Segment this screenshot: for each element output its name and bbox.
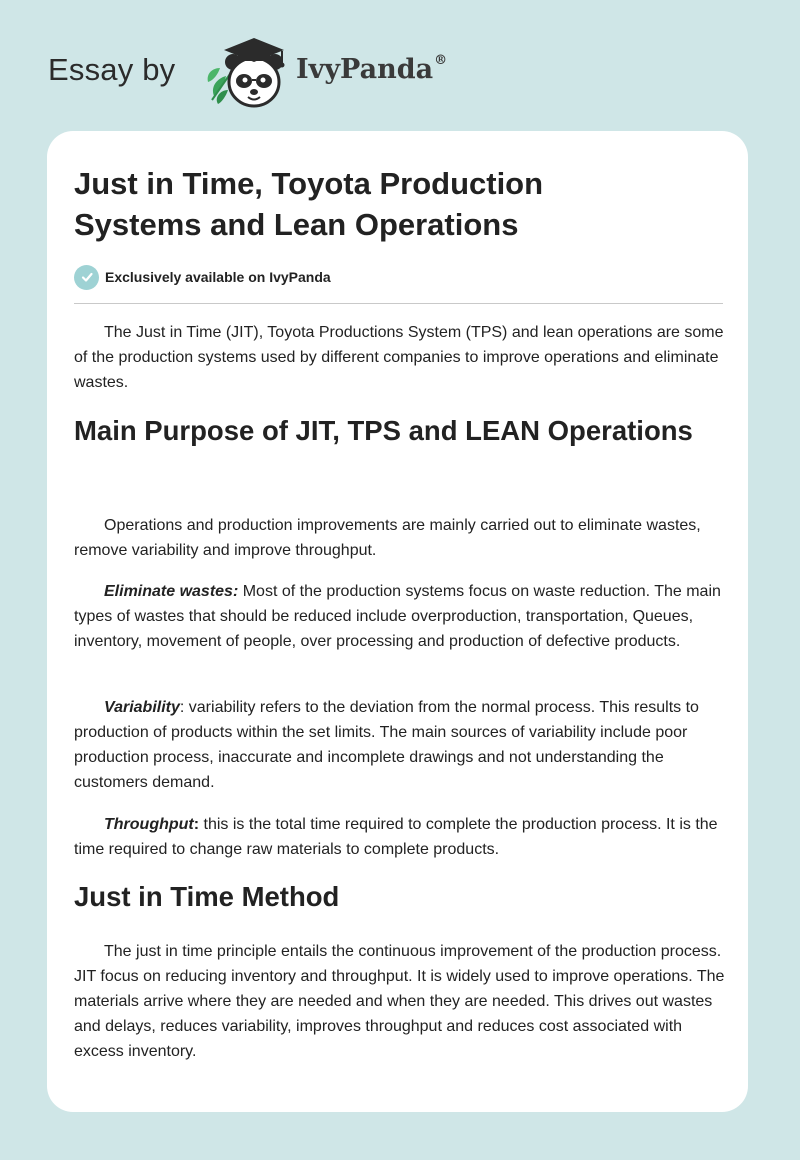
paragraph-text: this is the total time required to complete the production process. It is the time required to change raw materials to complete products.	[74, 816, 718, 858]
intro-paragraph: The Just in Time (JIT), Toyota Productions System (TPS) and lean operations are some of the production systems used by different companies to improve operations and eliminate wastes.	[74, 324, 724, 391]
site-header	[48, 32, 548, 112]
registered-mark: ®	[434, 53, 448, 68]
check-circle-icon	[74, 265, 99, 290]
panda-graduation-cap-icon	[200, 34, 292, 110]
essay-by-label: Essay by	[48, 52, 176, 87]
page-title: Just in Time, Toyota Production Systems and Lean Operations	[74, 166, 544, 242]
term-label: Throughput	[104, 816, 194, 833]
divider	[74, 303, 723, 304]
paragraph	[74, 812, 726, 862]
term-colon: :	[193, 816, 200, 833]
brand-label: IvyPanda	[296, 54, 434, 85]
availability-badge	[74, 264, 331, 290]
article-card	[47, 131, 748, 1112]
paragraph	[74, 579, 726, 654]
availability-text: Exclusively available on IvyPanda	[105, 269, 331, 285]
paragraph-text: Most of the production systems focus on waste reduction. The main types of wastes that should be reduced include overproduction, transportation, Queues, inventory, movement of people, over processing and production of defective products.	[74, 583, 721, 650]
brand-name[interactable]	[296, 54, 447, 85]
paragraph-text: : variability refers to the deviation from the normal process. This results to production of products within the set limits. The main sources of variability include poor production process, inaccurate and incomplete drawings and not understanding the customers demand.	[74, 699, 699, 791]
term-label: Eliminate wastes:	[104, 583, 239, 600]
term-label: Variability	[104, 699, 180, 716]
paragraph: Operations and production improvements are mainly carried out to eliminate wastes, remove variability and improve throughput.	[74, 517, 701, 559]
paragraph: The just in time principle entails the continuous improvement of the production process. JIT focus on reducing inventory and throughput. It is widely used to improve operations. The materials arrive where they are needed and when they are needed. This drives out wastes and delays, reduces variability, improves throughput and reduces cost associated with excess inventory.	[74, 943, 725, 1060]
section-heading: Just in Time Method	[74, 881, 340, 912]
leaf-icon	[208, 68, 230, 104]
paragraph	[74, 695, 726, 795]
section-heading: Main Purpose of JIT, TPS and LEAN Operations	[74, 415, 693, 446]
